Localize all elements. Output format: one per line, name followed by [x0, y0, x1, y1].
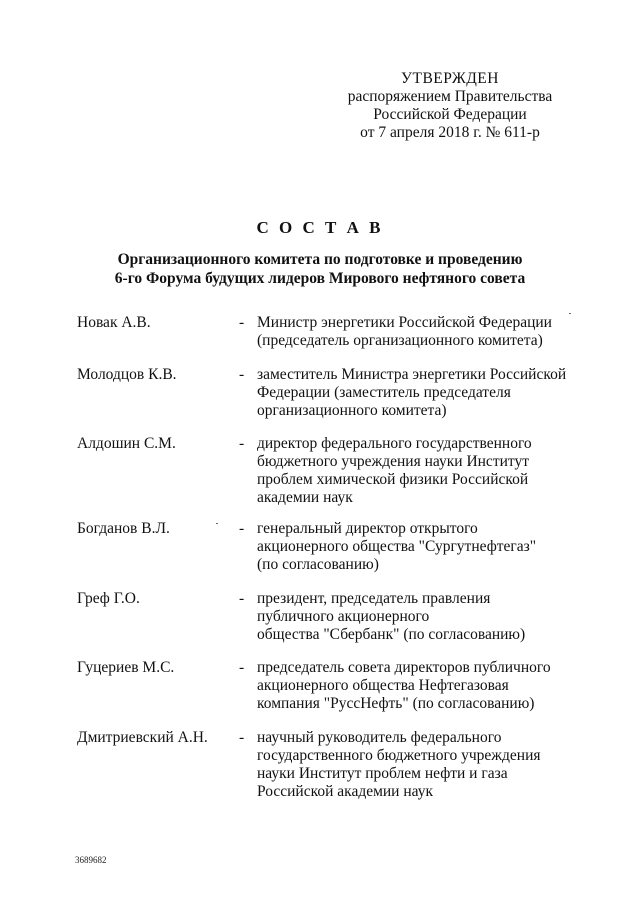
- member-dash: -: [239, 659, 245, 676]
- member-role-line: Российской академии наук: [257, 783, 434, 800]
- document-code: 3689682: [75, 855, 107, 865]
- member-role-line: академии наук: [257, 489, 353, 506]
- member-role-line: генеральный директор открытого: [257, 520, 478, 537]
- member-name: Греф Г.О.: [77, 590, 140, 607]
- member-dash: -: [239, 729, 245, 746]
- approval-line: распоряжением Правительства: [347, 88, 553, 105]
- scan-speck: [216, 523, 218, 524]
- approval-line: от 7 апреля 2018 г. № 611-р: [360, 124, 540, 141]
- member-role: [257, 729, 562, 801]
- member-role-line: Министр энергетики Российской Федерации: [257, 314, 552, 331]
- document-subtitle-line: Организационного комитета по подготовке и проведению: [117, 251, 523, 268]
- member-role-line: акционерного общества Нефтегазовая: [257, 677, 509, 694]
- member-role-line: организационного комитета): [257, 402, 447, 419]
- document-subtitle-line: 6-го Форума будущих лидеров Мирового нефтяного совета: [114, 270, 526, 287]
- member-role-line: председатель совета директоров публичного: [257, 659, 551, 676]
- member-role-line: публичного акционерного: [257, 608, 430, 625]
- member-name: Дмитриевский А.Н.: [77, 729, 208, 746]
- member-role-line: президент, председатель правления: [257, 590, 491, 607]
- member-role-line: (председатель организационного комитета): [257, 332, 543, 349]
- member-role-line: проблем химической физики Российской: [257, 471, 529, 488]
- member-name: Гуцериев М.С.: [77, 659, 175, 676]
- member-role-line: Федерации (заместитель председателя: [257, 384, 511, 401]
- member-role: [257, 520, 562, 574]
- member-name: Богданов В.Л.: [77, 520, 170, 537]
- document-title: С О С Т А В: [256, 218, 384, 237]
- member-role-line: компания "РуссНефть" (по согласованию): [257, 695, 535, 712]
- member-name: Молодцов К.В.: [77, 366, 177, 383]
- member-dash: -: [239, 520, 245, 537]
- member-dash: -: [239, 435, 245, 452]
- member-role-line: общества "Сбербанк" (по согласованию): [257, 626, 526, 643]
- member-role-line: науки Институт проблем нефти и газа: [257, 765, 508, 782]
- member-role: [257, 435, 562, 507]
- approval-stamp: [345, 70, 555, 142]
- member-role: [257, 659, 562, 713]
- member-role: [257, 590, 562, 644]
- member-role-line: бюджетного учреждения науки Институт: [257, 453, 529, 470]
- member-role-line: заместитель Министра энергетики Российской: [257, 366, 567, 383]
- member-role: [257, 314, 562, 350]
- member-role-line: акционерного общества "Сургутнефтегаз": [257, 538, 537, 555]
- approval-line: Российской Федерации: [373, 106, 527, 123]
- member-dash: -: [239, 314, 245, 331]
- member-role-line: директор федерального государственного: [257, 435, 532, 452]
- member-role-line: государственного бюджетного учреждения: [257, 747, 541, 764]
- member-dash: -: [239, 590, 245, 607]
- document-heading: [60, 218, 580, 288]
- scan-speck: [569, 313, 571, 314]
- approval-title: УТВЕРЖДЕН: [401, 70, 499, 87]
- member-role-line: научный руководитель федерального: [257, 729, 502, 746]
- member-dash: -: [239, 366, 245, 383]
- member-role-line: (по согласованию): [257, 556, 379, 573]
- member-name: Алдошин С.М.: [77, 435, 176, 452]
- member-name: Новак А.В.: [77, 314, 151, 331]
- member-role: [257, 366, 567, 420]
